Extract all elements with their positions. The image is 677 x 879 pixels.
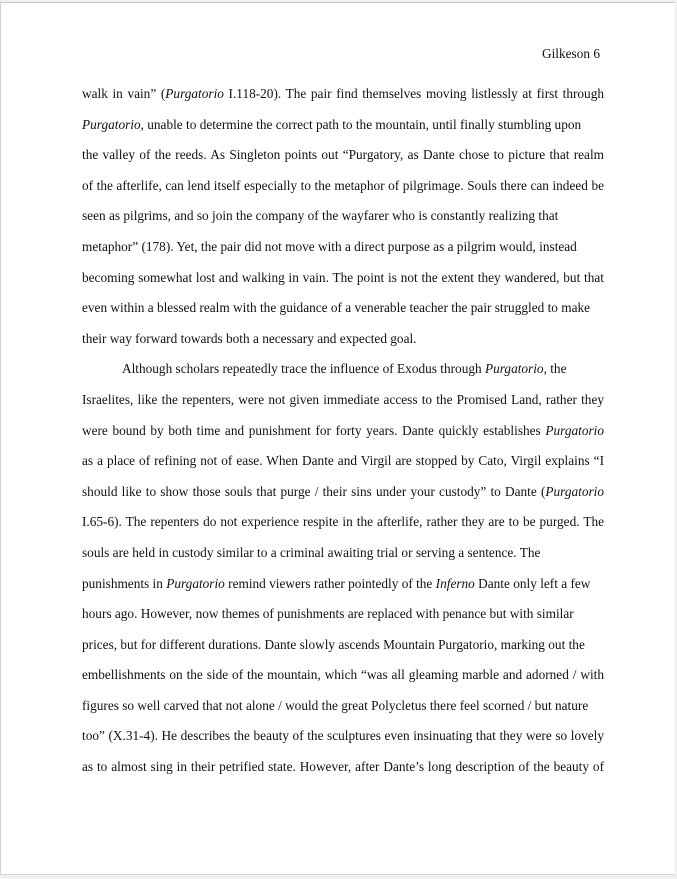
text-line — [82, 359, 604, 390]
text-run: Dante only left a few — [474, 575, 591, 591]
text-line — [82, 726, 604, 757]
text-line — [82, 390, 604, 421]
text-line — [82, 298, 604, 329]
text-line — [82, 543, 604, 574]
text-run: becoming somewhat lost and walking in vain. The point is not the extent they wandered, but that — [82, 269, 604, 285]
text-run: prices, but for different durations. Dante slowly ascends Mountain Purgatorio, marking out the — [82, 636, 585, 652]
italic-title: Purgatorio — [545, 483, 604, 499]
text-run: too” (X.31-4). He describes the beauty of the sculptures even insinuating that they were so lovely — [82, 728, 604, 744]
text-line — [82, 115, 604, 146]
text-line — [82, 665, 604, 696]
text-run: punishments in — [82, 575, 167, 591]
running-head: Gilkeson 6 — [542, 46, 600, 61]
text-run: I.65-6). The repenters do not experience respite in the afterlife, rather they are to be purged. The — [82, 514, 604, 530]
italic-title: Purgatorio — [82, 116, 141, 132]
text-run: even within a blessed realm with the guidance of a venerable teacher the pair struggled to make — [82, 300, 591, 316]
text-line — [82, 574, 604, 605]
text-run: souls are held in custody similar to a criminal awaiting trial or serving a sentence. The — [82, 544, 541, 560]
text-run: should like to show those souls that purge / their sins under your custody” to Dante ( — [82, 483, 546, 499]
text-line — [82, 268, 604, 299]
text-run: the valley of the reeds. As Singleton points out “Purgatory, as Dante chose to picture that realm — [82, 147, 604, 163]
text-run: as a place of refining not of ease. When Dante and Virgil are stopped by Cato, Virgil explains “I — [82, 453, 604, 469]
italic-title: Inferno — [435, 575, 475, 591]
italic-title: Purgatorio — [166, 575, 225, 591]
text-run: I.118-20). The pair find themselves moving listlessly at first through — [223, 86, 604, 101]
text-run: hours ago. However, now themes of punishments are replaced with penance but with similar — [82, 606, 574, 622]
document-page — [0, 2, 675, 875]
italic-title: Purgatorio — [484, 361, 544, 377]
text-run: , unable to determine the correct path to the mountain, until finally stumbling upon — [140, 116, 582, 132]
text-line — [82, 237, 604, 268]
text-line — [82, 84, 604, 115]
text-run: were bound by both time and punishment for forty years. Dante quickly establishes — [82, 422, 546, 438]
text-line — [82, 145, 604, 176]
italic-title: Purgatorio — [165, 86, 224, 101]
text-line — [82, 329, 604, 360]
text-line — [82, 421, 604, 452]
text-line — [82, 206, 604, 237]
text-run: as to almost sing in their petrified state. However, after Dante’s long description of the beauty of — [82, 759, 604, 775]
text-run: figures so well carved that not alone / would the great Polycletus there feel scorned / but nature — [82, 697, 589, 713]
text-line — [82, 512, 604, 543]
italic-title: Purgatorio — [545, 422, 604, 438]
text-run: remind viewers rather pointedly of the — [224, 575, 436, 591]
text-line — [82, 482, 604, 513]
text-run: Although scholars repeatedly trace the influence of Exodus through — [122, 361, 485, 377]
text-line — [82, 451, 604, 482]
text-run: embellishments on the side of the mountain, which “was all gleaming marble and adorned / with — [82, 667, 604, 683]
text-line — [82, 604, 604, 635]
text-run: their way forward towards both a necessary and expected goal. — [82, 330, 417, 346]
text-run: seen as pilgrims, and so join the company of the wayfarer who is constantly realizing that — [82, 208, 559, 224]
text-run: metaphor” (178). Yet, the pair did not move with a direct purpose as a pilgrim would, instead — [82, 238, 577, 254]
text-line — [82, 176, 604, 207]
text-run: Israelites, like the repenters, were not given immediate access to the Promised Land, rather they — [82, 391, 604, 407]
body-text — [82, 84, 604, 788]
text-run: walk in vain” ( — [82, 86, 166, 101]
text-run: of the afterlife, can lend itself especially to the metaphor of pilgrimage. Souls there can indeed be — [82, 177, 604, 193]
text-line — [82, 696, 604, 727]
text-line — [82, 757, 604, 788]
text-line — [82, 635, 604, 666]
text-run: , the — [543, 361, 567, 377]
